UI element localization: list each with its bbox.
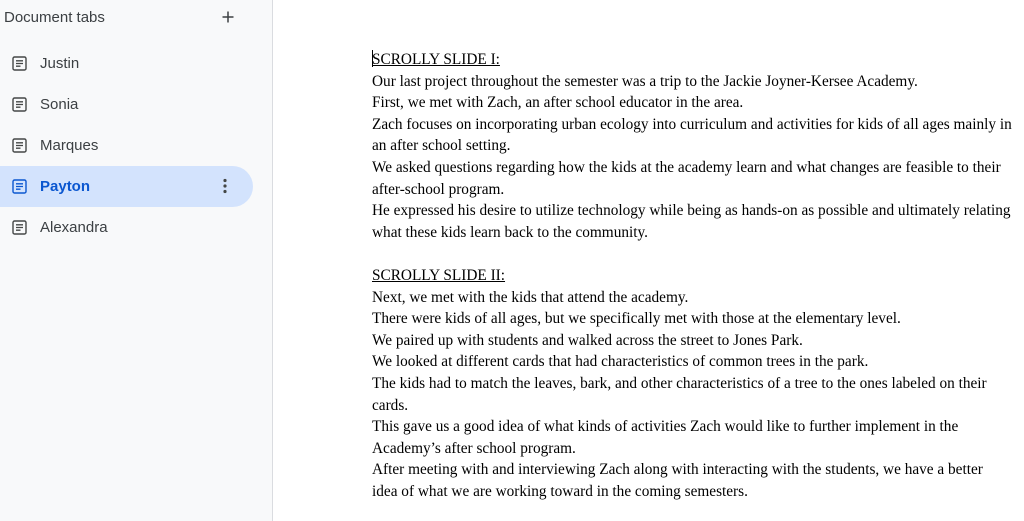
document-body[interactable] [372,49,1012,502]
tab-options-button[interactable] [215,176,235,196]
document-canvas[interactable] [274,0,1024,521]
sidebar-title: Document tabs [4,9,105,26]
tab-label: Alexandra [40,219,108,236]
paragraph: The kids had to match the leaves, bark, and other characteristics of a tree to the ones labeled on their cards. [372,374,987,414]
tab-justin[interactable] [0,43,253,84]
more-vert-icon [215,176,235,196]
document-icon [12,179,27,194]
document-tabs-sidebar [0,0,273,521]
add-tab-button[interactable] [217,6,239,28]
tab-alexandra[interactable] [0,207,253,248]
tab-marques[interactable] [0,125,253,166]
paragraph: We asked questions regarding how the kids at the academy learn and what changes are feasible to their after-school program. [372,158,1001,198]
paragraph: After meeting with and interviewing Zach along with interacting with the students, we have a better idea of what we are working toward in the coming semesters. [372,461,983,500]
sidebar-header [4,8,244,28]
paragraph: We paired up with students and walked across the street to Jones Park. [372,331,803,349]
paragraph: Zach focuses on incorporating urban ecology into curriculum and activities for kids of all ages mainly in an after school setting. [372,115,1012,155]
paragraph: This gave us a good idea of what kinds of activities Zach would like to further implement in the Academy’s after school program. [372,418,959,457]
document-icon [12,97,27,112]
paragraph: He expressed his desire to utilize technology while being as hands-on as possible and ultimately relating what these kids learn back to the community. [372,202,1011,241]
section-heading [372,49,1012,71]
tab-list [0,43,273,248]
document-icon [12,138,27,153]
tab-sonia[interactable] [0,84,253,125]
document-icon [12,56,27,71]
section-heading-text: SCROLLY SLIDE I: [372,51,500,68]
tab-label: Payton [40,178,91,195]
blank-line [372,243,1012,265]
document-icon [12,220,27,235]
tab-label: Sonia [40,96,79,113]
section-heading: SCROLLY SLIDE II: [372,266,506,284]
paragraph: First, we met with Zach, an after school educator in the area. [372,94,744,112]
paragraph: Our last project throughout the semester was a trip to the Jackie Joyner-Kersee Academy. [372,72,918,90]
plus-icon [217,6,239,28]
paragraph: Next, we met with the kids that attend the academy. [372,288,689,306]
tab-payton[interactable] [0,166,253,207]
paragraph: We looked at different cards that had characteristics of common trees in the park. [372,353,869,371]
tab-label: Justin [40,55,80,72]
tab-label: Marques [40,137,99,154]
paragraph: There were kids of all ages, but we specifically met with those at the elementary level. [372,310,901,328]
